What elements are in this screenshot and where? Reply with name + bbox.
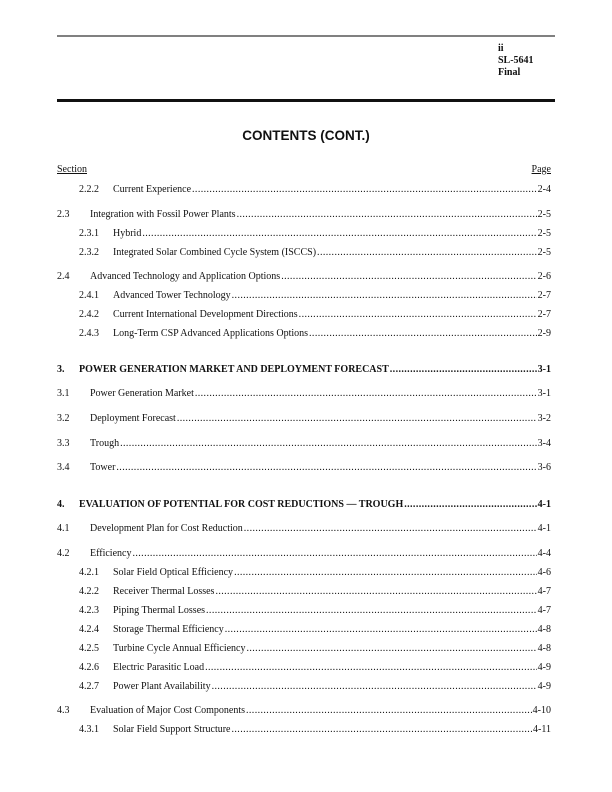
toc-entry-title[interactable]: Solar Field Optical Efficiency <box>113 567 234 578</box>
toc-entry[interactable] <box>0 327 612 341</box>
toc-entry-title[interactable]: Solar Field Support Structure <box>113 724 231 735</box>
dot-leader <box>404 498 536 512</box>
toc-entry-leader-line <box>113 661 551 675</box>
toc-entry-title[interactable]: Tower <box>90 462 116 473</box>
toc-entry-leader-line <box>113 585 551 599</box>
dot-leader <box>132 547 536 561</box>
dot-leader <box>232 289 537 303</box>
toc-entry[interactable] <box>0 604 612 618</box>
toc-entry[interactable] <box>0 227 612 241</box>
document-id: SL-5641 <box>498 55 534 66</box>
toc-entry-page[interactable]: 4-1 <box>537 523 551 534</box>
toc-entry-number: 3.3 <box>57 438 70 449</box>
toc-entry-title[interactable]: Hybrid <box>113 228 142 239</box>
dot-leader <box>215 585 536 599</box>
dot-leader <box>244 522 537 536</box>
toc-entry-leader-line <box>79 498 551 512</box>
toc-entry-number: 4.2.7 <box>79 681 99 692</box>
toc-entry[interactable] <box>0 704 612 718</box>
dot-leader <box>309 327 537 341</box>
toc-entry-title[interactable]: Power Plant Availability <box>113 681 211 692</box>
toc-entry[interactable] <box>0 437 612 451</box>
toc-entry-title[interactable]: Trough <box>90 438 120 449</box>
toc-entry-page[interactable]: 4-8 <box>537 624 551 635</box>
toc-entry-number: 2.3 <box>57 209 70 220</box>
toc-chapter-entry[interactable] <box>0 363 612 377</box>
toc-entry-title[interactable]: Efficiency <box>90 548 132 559</box>
dot-leader <box>246 704 532 718</box>
toc-entry-page[interactable]: 3-4 <box>537 438 551 449</box>
toc-entry[interactable] <box>0 246 612 260</box>
toc-entry-number: 4.3.1 <box>79 724 99 735</box>
page-header-block <box>498 43 534 79</box>
document-status: Final <box>498 67 521 78</box>
toc-entry-title[interactable]: Power Generation Market <box>90 388 194 399</box>
toc-entry-title[interactable]: Current International Development Directions <box>113 309 298 320</box>
toc-entry-number: 4.2.3 <box>79 605 99 616</box>
toc-entry-page[interactable]: 2-7 <box>537 309 551 320</box>
toc-entry-leader-line <box>113 289 551 303</box>
toc-entry-leader-line <box>90 704 551 718</box>
toc-entry-title[interactable]: Turbine Cycle Annual Efficiency <box>113 643 246 654</box>
toc-entry-leader-line <box>113 308 551 322</box>
toc-entry-title[interactable]: Current Experience <box>113 184 192 195</box>
toc-entry-title[interactable]: POWER GENERATION MARKET AND DEPLOYMENT FORECAST <box>79 364 389 375</box>
toc-entry-title[interactable]: Long-Term CSP Advanced Applications Options <box>113 328 309 339</box>
toc-entry-leader-line <box>113 604 551 618</box>
toc-entry-number: 4.1 <box>57 523 70 534</box>
toc-entry-page[interactable]: 2-5 <box>537 209 551 220</box>
page-number: ii <box>498 43 504 54</box>
toc-entry-number: 2.4.1 <box>79 290 99 301</box>
toc-entry-leader-line <box>90 270 551 284</box>
toc-entry-number: 4.2.5 <box>79 643 99 654</box>
toc-entry[interactable] <box>0 547 612 561</box>
toc-entry[interactable] <box>0 183 612 197</box>
toc-entry-leader-line <box>90 437 551 451</box>
toc-entry-title[interactable]: Storage Thermal Efficiency <box>113 624 224 635</box>
toc-entry-number: 4.2.6 <box>79 662 99 673</box>
header-rule-bottom <box>57 99 555 102</box>
toc-entry-title[interactable]: Advanced Technology and Application Options <box>90 271 281 282</box>
toc-entry-page[interactable]: 4-8 <box>537 643 551 654</box>
toc-entry-number: 3.2 <box>57 413 70 424</box>
toc-entry-leader-line <box>90 208 551 222</box>
toc-entry-page[interactable]: 4-1 <box>537 499 551 510</box>
dot-leader <box>390 363 537 377</box>
toc-entry[interactable] <box>0 661 612 675</box>
dot-leader <box>177 412 537 426</box>
toc-entry[interactable] <box>0 412 612 426</box>
toc-entry-number: 3. <box>57 364 65 375</box>
toc-entry-title[interactable]: Deployment Forecast <box>90 413 176 424</box>
toc-entry-number: 3.1 <box>57 388 70 399</box>
toc-entry-number: 2.4 <box>57 271 70 282</box>
header-rule-top <box>57 35 555 37</box>
toc-entry-page[interactable]: 3-2 <box>537 413 551 424</box>
toc-entry-title[interactable]: Evaluation of Major Cost Components <box>90 705 245 716</box>
toc-entry[interactable] <box>0 723 612 737</box>
toc-entry-number: 4.2.2 <box>79 586 99 597</box>
toc-entry-number: 3.4 <box>57 462 70 473</box>
toc-entry[interactable] <box>0 566 612 580</box>
toc-entry-title[interactable]: Electric Parasitic Load <box>113 662 205 673</box>
dot-leader <box>232 723 533 737</box>
dot-leader <box>195 387 537 401</box>
toc-entry-page[interactable]: 4-7 <box>537 586 551 597</box>
toc-entry-title[interactable]: Integrated Solar Combined Cycle System (ISCCS) <box>113 247 317 258</box>
toc-entry-number: 4.2 <box>57 548 70 559</box>
toc-entry-number: 2.4.3 <box>79 328 99 339</box>
dot-leader <box>212 680 537 694</box>
toc-entry-page[interactable]: 4-9 <box>537 662 551 673</box>
toc-entry-leader-line <box>113 227 551 241</box>
toc-entry[interactable] <box>0 585 612 599</box>
toc-entry[interactable] <box>0 623 612 637</box>
toc-entry-leader-line <box>90 547 551 561</box>
toc-entry-leader-line <box>90 461 551 475</box>
toc-entry-title[interactable]: EVALUATION OF POTENTIAL FOR COST REDUCTIONS — TROUGH <box>79 499 404 510</box>
toc-entry-page[interactable]: 4-11 <box>533 724 551 735</box>
toc-entry-number: 2.2.2 <box>79 184 99 195</box>
toc-entry-page[interactable]: 4-4 <box>537 548 551 559</box>
toc-entry-leader-line <box>113 566 551 580</box>
toc-entry[interactable] <box>0 270 612 284</box>
toc-entry-leader-line <box>79 363 551 377</box>
page-column-heading: Page <box>531 164 551 175</box>
toc-entry-number: 4.2.1 <box>79 567 99 578</box>
toc-entry[interactable] <box>0 522 612 536</box>
toc-entry-leader-line <box>113 623 551 637</box>
page-title: CONTENTS (CONT.) <box>242 128 370 143</box>
toc-entry-leader-line <box>90 522 551 536</box>
toc-entry-number: 2.3.2 <box>79 247 99 258</box>
toc-entry-page[interactable]: 2-5 <box>537 247 551 258</box>
toc-entry-number: 4. <box>57 499 65 510</box>
dot-leader <box>120 437 537 451</box>
toc-entry-title[interactable]: Advanced Tower Technology <box>113 290 231 301</box>
toc-entry-leader-line <box>113 642 551 656</box>
toc-entry-number: 4.3 <box>57 705 70 716</box>
dot-leader <box>246 642 536 656</box>
dot-leader <box>234 566 537 580</box>
toc-entry-page[interactable]: 2-9 <box>537 328 551 339</box>
toc-entry-title[interactable]: Development Plan for Cost Reduction <box>90 523 243 534</box>
dot-leader <box>205 661 537 675</box>
dot-leader <box>281 270 536 284</box>
dot-leader <box>116 461 536 475</box>
toc-entry[interactable] <box>0 208 612 222</box>
dot-leader <box>225 623 537 637</box>
toc-entry-leader-line <box>90 387 551 401</box>
toc-entry-leader-line <box>113 723 551 737</box>
toc-entry-page[interactable]: 2-6 <box>537 271 551 282</box>
toc-entry-title[interactable]: Integration with Fossil Power Plants <box>90 209 236 220</box>
toc-entry-leader-line <box>113 680 551 694</box>
toc-entry-leader-line <box>113 183 551 197</box>
toc-entry-page[interactable]: 3-6 <box>537 462 551 473</box>
section-column-heading: Section <box>57 164 87 175</box>
toc-entry-page[interactable]: 4-6 <box>537 567 551 578</box>
toc-entry-page[interactable]: 2-7 <box>537 290 551 301</box>
toc-entry-title[interactable]: Piping Thermal Losses <box>113 605 206 616</box>
dot-leader <box>206 604 537 618</box>
toc-entry-number: 4.2.4 <box>79 624 99 635</box>
toc-entry-page[interactable]: 3-1 <box>537 388 551 399</box>
toc-entry[interactable] <box>0 289 612 303</box>
toc-entry-page[interactable]: 2-5 <box>537 228 551 239</box>
toc-entry[interactable] <box>0 642 612 656</box>
toc-entry-number: 2.3.1 <box>79 228 99 239</box>
toc-entry[interactable] <box>0 387 612 401</box>
toc-entry-number: 2.4.2 <box>79 309 99 320</box>
toc-entry[interactable] <box>0 461 612 475</box>
toc-entry-page[interactable]: 3-1 <box>537 364 551 375</box>
toc-entry-leader-line <box>90 412 551 426</box>
toc-entry-page[interactable]: 4-7 <box>537 605 551 616</box>
toc-entry-leader-line <box>113 246 551 260</box>
dot-leader <box>237 208 537 222</box>
dot-leader <box>299 308 537 322</box>
toc-chapter-entry[interactable] <box>0 498 612 512</box>
dot-leader <box>192 183 537 197</box>
toc-entry[interactable] <box>0 308 612 322</box>
toc-entry-leader-line <box>113 327 551 341</box>
toc-entry-page[interactable]: 4-9 <box>537 681 551 692</box>
toc-entry[interactable] <box>0 680 612 694</box>
dot-leader <box>142 227 536 241</box>
toc-entry-title[interactable]: Receiver Thermal Losses <box>113 586 215 597</box>
toc-entry-page[interactable]: 2-4 <box>537 184 551 195</box>
dot-leader <box>317 246 537 260</box>
toc-entry-page[interactable]: 4-10 <box>532 705 551 716</box>
